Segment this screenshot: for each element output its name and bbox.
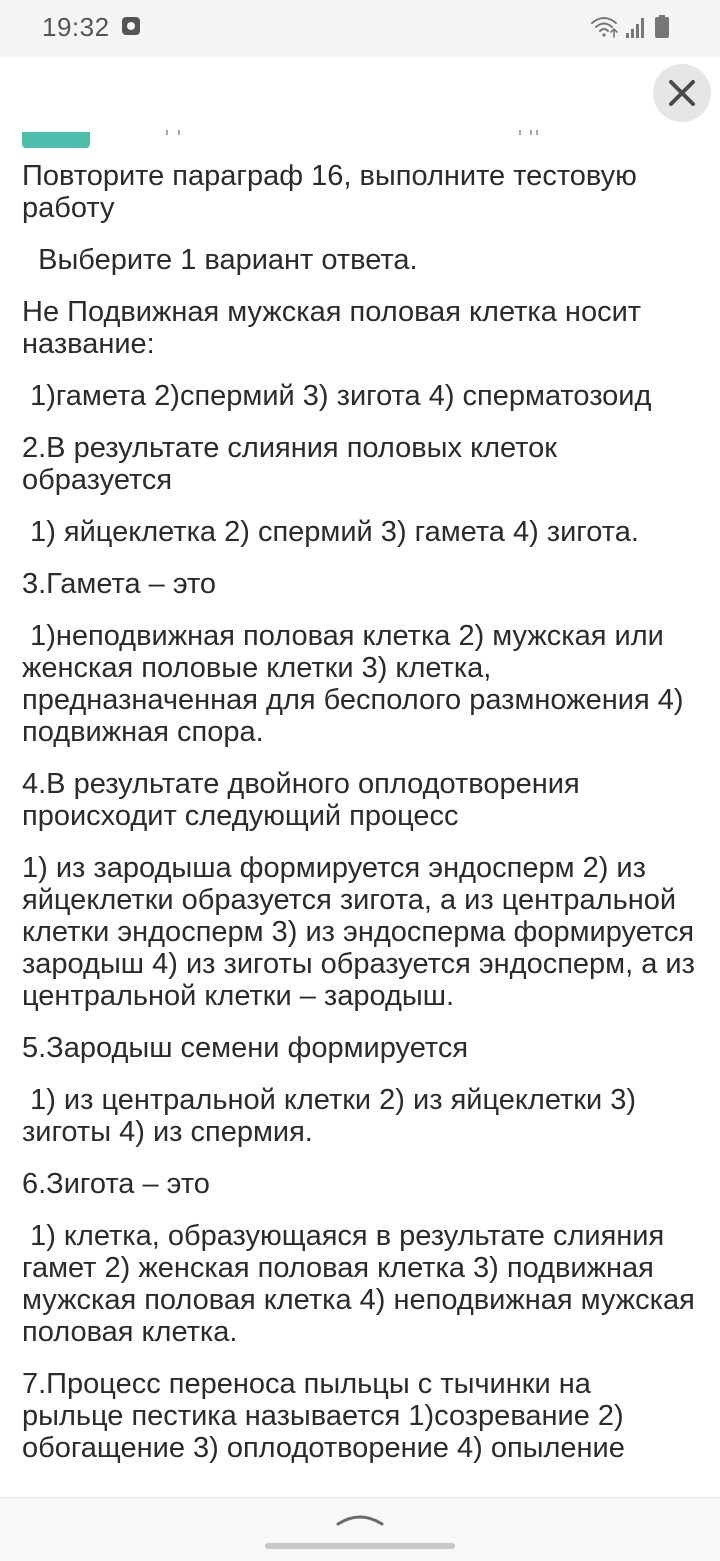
close-button[interactable] <box>653 64 711 122</box>
paragraph: 6.Зигота – это <box>22 1168 210 1200</box>
paragraph: 2.В результате слияния половых клеток образуется <box>22 432 557 496</box>
battery-icon <box>655 15 669 38</box>
paragraph: 3.Гамета – это <box>22 568 217 600</box>
home-indicator[interactable] <box>265 1543 455 1549</box>
paragraph: 1) клетка, образующаяся в результате слияния гамет 2) женская половая клетка 3) подвижная мужская половая клетка 4) неподвижная мужская половая клетка. <box>22 1220 703 1348</box>
bottom-bar <box>0 1497 720 1561</box>
status-time: 19:32 <box>42 12 110 42</box>
paragraph: 4.В результате двойного оплодотворения происходит следующий процесс <box>22 768 580 832</box>
status-icons <box>590 14 680 40</box>
signal-icon <box>626 18 644 38</box>
task-text <box>22 160 703 1498</box>
paragraph: 5.Зародыш семени формируется <box>22 1032 469 1064</box>
paragraph: Выберите 1 вариант ответа. <box>22 244 418 276</box>
notification-app-icon <box>122 17 140 35</box>
paragraph: 1) из зародыша формируется эндосперм 2) из яйцеклетки образуется зигота, а из центральной клетки эндосперм 3) из эндосперма формируется зародыш 4) из зиготы образуется эндосперм, а из центральной клетки – зародыш. <box>22 852 695 1012</box>
wifi-icon <box>592 18 617 37</box>
paragraph: 1) из центральной клетки 2) из яйцеклетки 3) зиготы 4) из спермия. <box>22 1084 645 1148</box>
paragraph: 1)неподвижная половая клетка 2) мужская или женская половые клетки 3) клетка, предназначенная для бесполого размножения 4) подвижная спора. <box>22 620 692 748</box>
paragraph: 7.Процесс переноса пыльцы с тычинки на рыльце пестика называется 1)созревание 2) обогащение 3) оплодотворение 4) опыление <box>22 1368 625 1464</box>
clipped-text-remnants <box>0 124 720 144</box>
status-bar <box>0 0 720 54</box>
status-icons-svg <box>590 14 680 40</box>
paragraph: Не Подвижная мужская половая клетка носит название: <box>22 296 642 360</box>
paragraph: 1) яйцеклетка 2) спермий 3) гамета 4) зигота. <box>22 516 639 548</box>
close-icon <box>653 64 711 122</box>
paragraph: Повторите параграф 16, выполните тестовую работу <box>22 160 637 224</box>
paragraph: 1)гамета 2)спермий 3) зигота 4) сперматозоид <box>22 380 652 412</box>
chevron-up-icon[interactable] <box>330 1506 390 1530</box>
